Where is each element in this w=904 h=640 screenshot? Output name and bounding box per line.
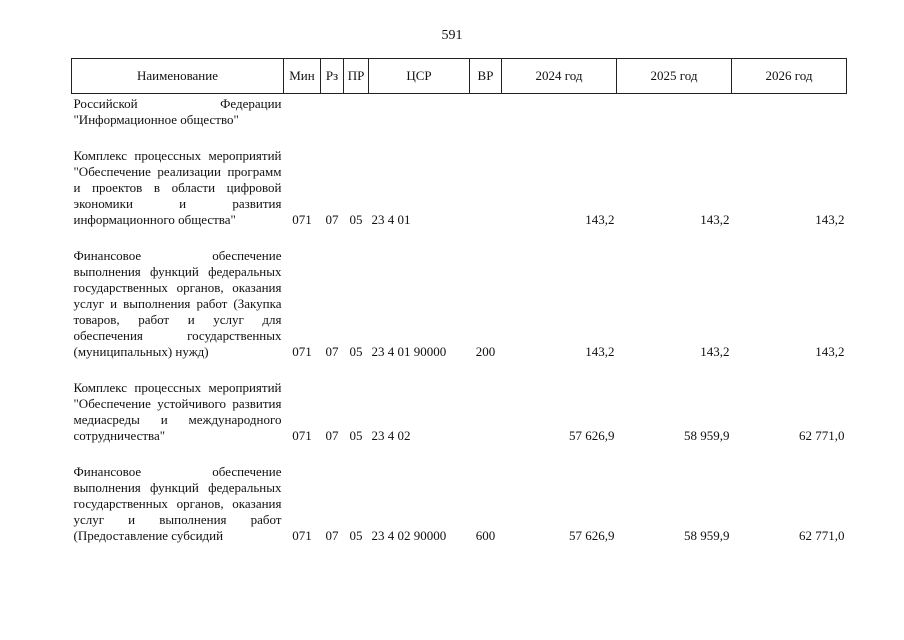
row-2024: 143,2 <box>585 344 615 359</box>
row-min: 071 <box>292 212 312 227</box>
row-vr <box>470 94 502 129</box>
header-rz: Рз <box>321 59 344 94</box>
row-csr: 23 4 02 <box>371 428 411 443</box>
row-2025: 143,2 <box>700 212 730 227</box>
header-name: Наименование <box>72 59 284 94</box>
row-pr <box>344 94 369 129</box>
header-vr: ВР <box>470 59 502 94</box>
table-row <box>72 248 847 360</box>
row-name: Финансовое обеспечение выполнения функций федеральных государственных органов, оказания услуг и выполнения работ (Закупка товаров, работ и услуг для обеспечения государственных (муниципальных) нужд) <box>73 248 282 359</box>
row-min: 071 <box>292 344 312 359</box>
row-2025: 58 959,9 <box>684 428 730 443</box>
row-vr <box>470 380 502 444</box>
row-2024: 143,2 <box>585 212 615 227</box>
row-csr: 23 4 01 <box>371 212 411 227</box>
row-csr: 23 4 01 90000 <box>371 344 447 359</box>
row-rz: 07 <box>325 428 339 443</box>
table-row <box>72 148 847 228</box>
row-2026: 143,2 <box>815 344 845 359</box>
header-2026: 2026 год <box>732 59 847 94</box>
table-header-row <box>72 59 847 94</box>
row-rz <box>321 94 344 129</box>
row-min: 071 <box>292 428 312 443</box>
row-2024: 57 626,9 <box>569 428 615 443</box>
table-row <box>72 94 847 129</box>
row-pr: 05 <box>349 344 363 359</box>
budget-table <box>71 58 847 544</box>
header-pr: ПР <box>344 59 369 94</box>
row-rz: 07 <box>325 344 339 359</box>
row-name: Комплекс процессных мероприятий "Обеспечение реализации программ и проектов в области цифровой экономики и развития информационного общества" <box>73 148 282 227</box>
row-min <box>284 94 321 129</box>
page-number: 591 <box>441 28 463 43</box>
row-2025: 58 959,9 <box>684 528 730 543</box>
row-vr: 200 <box>475 344 496 359</box>
row-csr <box>369 94 470 129</box>
row-2026: 62 771,0 <box>799 428 845 443</box>
row-2026 <box>732 94 847 129</box>
row-pr: 05 <box>349 212 363 227</box>
row-vr <box>470 148 502 228</box>
row-name: Комплекс процессных мероприятий "Обеспечение устойчивого развития медиасреды и международного сотрудничества" <box>73 380 282 443</box>
row-vr: 600 <box>475 528 496 543</box>
header-2024: 2024 год <box>502 59 617 94</box>
row-2025 <box>617 94 732 129</box>
row-min: 071 <box>292 528 312 543</box>
row-2026: 62 771,0 <box>799 528 845 543</box>
header-min: Мин <box>284 59 321 94</box>
row-rz: 07 <box>325 212 339 227</box>
row-2026: 143,2 <box>815 212 845 227</box>
header-2025: 2025 год <box>617 59 732 94</box>
row-csr: 23 4 02 90000 <box>371 528 447 543</box>
header-csr: ЦСР <box>369 59 470 94</box>
row-pr: 05 <box>349 528 363 543</box>
row-2024: 57 626,9 <box>569 528 615 543</box>
row-rz: 07 <box>325 528 339 543</box>
row-name: Финансовое обеспечение выполнения функций федеральных государственных органов, оказания услуг и выполнения работ (Предоставление субсидий <box>73 464 282 543</box>
row-name: Российской Федерации "Информационное общество" <box>73 96 282 127</box>
row-2024 <box>502 94 617 129</box>
row-2025: 143,2 <box>700 344 730 359</box>
row-pr: 05 <box>349 428 363 443</box>
table-row <box>72 380 847 444</box>
table-row <box>72 464 847 544</box>
